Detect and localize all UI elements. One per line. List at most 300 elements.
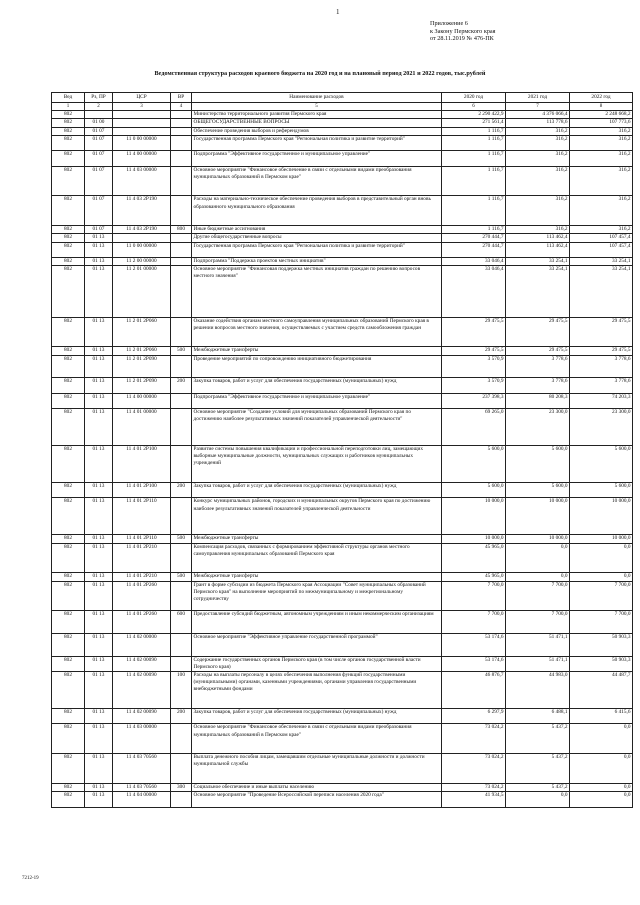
- cell-2020: 270 444,7: [442, 242, 506, 257]
- cell-rz-pr: [85, 111, 113, 119]
- cell-vr: [171, 724, 192, 754]
- cell-vr: [171, 135, 192, 150]
- header-cell: Вед: [52, 93, 85, 103]
- cell-rz-pr: 01 13: [85, 633, 113, 656]
- cell-ved: 802: [52, 408, 85, 445]
- column-number: 4: [171, 103, 192, 111]
- cell-rz-pr: 01 13: [85, 708, 113, 723]
- document-title: Ведомственная структура расходов краевого бюджета на 2020 год и на плановый период 2021 и 2022 годов, тыс.рублей: [154, 70, 486, 77]
- table-row: [52, 355, 633, 378]
- cell-rz-pr: 01 13: [85, 783, 113, 791]
- cell-ved: 802: [52, 498, 85, 535]
- table-row: [52, 257, 633, 265]
- footer-code: 7212-19: [22, 876, 39, 881]
- cell-vr: [171, 317, 192, 347]
- cell-2020: 3 570,9: [442, 378, 506, 393]
- cell-rz-pr: 01 07: [85, 226, 113, 234]
- cell-2022: 50 903,3: [570, 656, 633, 671]
- table-row: [52, 543, 633, 573]
- cell-name: Расходы на выплаты персоналу в целях обеспечения выполнения функций государственными (муниципальными) органами, казенными учреждениями, органами управления государственными внебюджетными фондами: [192, 671, 442, 708]
- cell-2020: 73 024,2: [442, 783, 506, 791]
- cell-name: Закупка товаров, работ и услуг для обеспечения государственных (муниципальных) нужд: [192, 378, 442, 393]
- cell-2022: 33 254,1: [570, 266, 633, 317]
- cell-2020: 33 046,4: [442, 266, 506, 317]
- cell-vr: 500: [171, 535, 192, 543]
- cell-rz-pr: 01 00: [85, 119, 113, 127]
- cell-csr: 11 4 02 00090: [113, 656, 171, 671]
- table-row: [52, 166, 633, 196]
- cell-csr: 11 4 03 70560: [113, 783, 171, 791]
- cell-2022: 7 700,0: [570, 581, 633, 611]
- header-cell: ВР: [171, 93, 192, 103]
- column-number: 5: [192, 103, 442, 111]
- cell-name: Подпрограмма "Эффективное государственное и муниципальное управление": [192, 393, 442, 408]
- cell-2021: 29 475,5: [506, 317, 570, 347]
- cell-ved: 802: [52, 783, 85, 791]
- cell-csr: 11 4 01 2P210: [113, 573, 171, 581]
- appendix-line: от 28.11.2019 № 476-ПК: [430, 35, 494, 43]
- cell-name: Закупка товаров, работ и услуг для обеспечения государственных (муниципальных) нужд: [192, 708, 442, 723]
- table-row: [52, 535, 633, 543]
- cell-2022: 2 248 668,2: [570, 111, 633, 119]
- cell-2020: 5 600,0: [442, 445, 506, 482]
- cell-2022: 0,0: [570, 754, 633, 784]
- cell-2021: 316,2: [506, 196, 570, 226]
- cell-vr: 100: [171, 671, 192, 708]
- cell-2020: 271 561,4: [442, 119, 506, 127]
- column-number: 2: [85, 103, 113, 111]
- table-row: [52, 378, 633, 393]
- table-row: [52, 266, 633, 317]
- cell-2020: 10 000,0: [442, 498, 506, 535]
- header-cell: 2020 год: [442, 93, 506, 103]
- cell-ved: 802: [52, 127, 85, 135]
- table-row: [52, 708, 633, 723]
- cell-vr: [171, 119, 192, 127]
- cell-2021: 51 471,1: [506, 633, 570, 656]
- cell-csr: 11 2 00 00000: [113, 257, 171, 265]
- cell-2020: 45 965,0: [442, 543, 506, 573]
- cell-rz-pr: 01 13: [85, 242, 113, 257]
- table-row: [52, 671, 633, 708]
- cell-csr: 11 2 01 2P060: [113, 317, 171, 347]
- cell-name: Иные бюджетные ассигнования: [192, 226, 442, 234]
- cell-csr: 11 4 03 2P190: [113, 226, 171, 234]
- cell-ved: 802: [52, 393, 85, 408]
- cell-ved: 802: [52, 656, 85, 671]
- table-row: [52, 408, 633, 445]
- cell-csr: 11 4 01 2P260: [113, 581, 171, 611]
- cell-2021: 316,2: [506, 226, 570, 234]
- cell-2021: 0,0: [506, 573, 570, 581]
- cell-ved: 802: [52, 257, 85, 265]
- cell-2022: 107 773,6: [570, 119, 633, 127]
- cell-name: Другие общегосударственные вопросы: [192, 234, 442, 242]
- cell-name: Закупка товаров, работ и услуг для обеспечения государственных (муниципальных) нужд: [192, 482, 442, 497]
- cell-2022: 107 457,4: [570, 234, 633, 242]
- cell-2021: 7 700,0: [506, 611, 570, 634]
- cell-2020: 5 600,0: [442, 482, 506, 497]
- column-number: 1: [52, 103, 85, 111]
- cell-2022: 3 778,6: [570, 378, 633, 393]
- cell-2021: 10 000,0: [506, 535, 570, 543]
- cell-vr: [171, 393, 192, 408]
- appendix-line: Приложение 6: [430, 20, 468, 27]
- cell-ved: 802: [52, 135, 85, 150]
- cell-2020: 7 700,0: [442, 581, 506, 611]
- table-row: [52, 111, 633, 119]
- cell-2020: 1 116,7: [442, 166, 506, 196]
- cell-2021: 3 778,6: [506, 378, 570, 393]
- header-cell: ЦСР: [113, 93, 171, 103]
- cell-vr: [171, 196, 192, 226]
- cell-vr: [171, 498, 192, 535]
- cell-2021: 5 437,2: [506, 724, 570, 754]
- cell-2022: 29 475,5: [570, 347, 633, 355]
- cell-csr: 11 4 04 00000: [113, 792, 171, 807]
- table-row: [52, 234, 633, 242]
- table-row: [52, 611, 633, 634]
- table-row: [52, 792, 633, 807]
- cell-rz-pr: 01 13: [85, 573, 113, 581]
- cell-rz-pr: 01 13: [85, 317, 113, 347]
- header-cell: 2021 год: [506, 93, 570, 103]
- cell-ved: 802: [52, 633, 85, 656]
- cell-name: Основное мероприятие "Создание условий для муниципальных образований Пермского края по достижению наиболее результативных значений показателей управленческой деятельности": [192, 408, 442, 445]
- cell-2020: 29 475,5: [442, 347, 506, 355]
- cell-2022: 5 600,0: [570, 482, 633, 497]
- cell-2021: 5 600,0: [506, 445, 570, 482]
- header-cell: 2022 год: [570, 93, 633, 103]
- cell-2021: 80 208,3: [506, 393, 570, 408]
- cell-csr: 11 4 01 2P260: [113, 611, 171, 634]
- cell-csr: 11 4 02 00090: [113, 671, 171, 708]
- cell-2022: 316,2: [570, 226, 633, 234]
- cell-rz-pr: 01 13: [85, 611, 113, 634]
- cell-ved: 802: [52, 355, 85, 378]
- cell-vr: [171, 266, 192, 317]
- cell-name: Расходы на материально-техническое обеспечение проведения выборов в представительный орган вновь образованного муниципального образования: [192, 196, 442, 226]
- cell-vr: [171, 543, 192, 573]
- cell-2020: 46 876,7: [442, 671, 506, 708]
- cell-vr: 200: [171, 708, 192, 723]
- cell-ved: 802: [52, 581, 85, 611]
- table-row: [52, 317, 633, 347]
- cell-2022: 316,2: [570, 196, 633, 226]
- cell-rz-pr: 01 13: [85, 656, 113, 671]
- table-row: [52, 226, 633, 234]
- cell-vr: 200: [171, 378, 192, 393]
- cell-ved: 802: [52, 119, 85, 127]
- cell-csr: 11 4 01 00000: [113, 408, 171, 445]
- cell-vr: [171, 792, 192, 807]
- cell-name: Содержание государственных органов Пермского края (в том числе органов государственной власти Пермского края): [192, 656, 442, 671]
- cell-2022: 50 903,3: [570, 633, 633, 656]
- cell-2022: 107 457,4: [570, 242, 633, 257]
- cell-2022: 0,0: [570, 543, 633, 573]
- cell-2021: 33 254,1: [506, 257, 570, 265]
- cell-name: Межбюджетные трансферты: [192, 573, 442, 581]
- cell-2021: 113 778,6: [506, 119, 570, 127]
- cell-vr: 300: [171, 783, 192, 791]
- cell-2020: 3 570,9: [442, 355, 506, 378]
- cell-vr: 500: [171, 573, 192, 581]
- table-row: [52, 581, 633, 611]
- cell-vr: [171, 656, 192, 671]
- cell-name: Подпрограмма "Поддержка проектов местных инициатив": [192, 257, 442, 265]
- cell-2020: 1 116,7: [442, 127, 506, 135]
- cell-vr: 200: [171, 482, 192, 497]
- table-row: [52, 151, 633, 166]
- cell-rz-pr: 01 13: [85, 378, 113, 393]
- cell-2022: 316,2: [570, 127, 633, 135]
- cell-2020: 1 116,7: [442, 151, 506, 166]
- cell-2020: 1 116,7: [442, 226, 506, 234]
- cell-2021: 113 462,4: [506, 242, 570, 257]
- cell-2020: 1 116,7: [442, 196, 506, 226]
- cell-ved: 802: [52, 535, 85, 543]
- cell-2022: 5 600,0: [570, 445, 633, 482]
- cell-csr: 11 2 01 2P090: [113, 355, 171, 378]
- cell-vr: [171, 151, 192, 166]
- cell-name: Основное мероприятие "Финансовое обеспечение в связи с отдельными видами преобразования муниципальных образований в Пермском крае": [192, 166, 442, 196]
- cell-csr: 11 4 03 00000: [113, 166, 171, 196]
- table-row: [52, 119, 633, 127]
- cell-2020: 53 174,6: [442, 633, 506, 656]
- cell-2022: 74 203,3: [570, 393, 633, 408]
- column-number: 6: [442, 103, 506, 111]
- cell-name: Оказание содействия органам местного самоуправления муниципальных образований Пермского края в решении вопросов местного значения, осуществляемых с участием средств самообложения граждан: [192, 317, 442, 347]
- cell-vr: [171, 445, 192, 482]
- cell-name: Компенсация расходов, связанных с формированием эффективной структуры органов местного самоуправления муниципальных образований Пермского края: [192, 543, 442, 573]
- cell-csr: 11 4 00 00000: [113, 151, 171, 166]
- cell-ved: 802: [52, 724, 85, 754]
- cell-vr: [171, 754, 192, 784]
- table-row: [52, 393, 633, 408]
- cell-2022: 10 000,0: [570, 535, 633, 543]
- cell-name: Предоставление субсидий бюджетным, автономным учреждениям и иным некоммерческим организациям: [192, 611, 442, 634]
- cell-2021: 3 778,6: [506, 355, 570, 378]
- cell-2021: 5 600,0: [506, 482, 570, 497]
- cell-name: Основное мероприятие "Финансовая поддержка местных инициатив граждан по решению вопросов местного значения": [192, 266, 442, 317]
- cell-2021: 33 254,1: [506, 266, 570, 317]
- cell-2022: 0,0: [570, 573, 633, 581]
- cell-name: ОБЩЕГОСУДАРСТВЕННЫЕ ВОПРОСЫ: [192, 119, 442, 127]
- cell-2020: 69 265,0: [442, 408, 506, 445]
- cell-rz-pr: 01 13: [85, 482, 113, 497]
- cell-2021: 316,2: [506, 151, 570, 166]
- cell-rz-pr: 01 13: [85, 266, 113, 317]
- cell-2020: 6 297,9: [442, 708, 506, 723]
- cell-2020: 29 475,5: [442, 317, 506, 347]
- cell-2021: 4 376 066,4: [506, 111, 570, 119]
- cell-ved: 802: [52, 611, 85, 634]
- cell-vr: [171, 234, 192, 242]
- cell-2021: 316,2: [506, 127, 570, 135]
- cell-name: Развитие системы повышения квалификации и профессиональной переподготовки лиц, замещающих выборные муниципальные должности, муниципальных служащих и работников муниципальных учреждений: [192, 445, 442, 482]
- cell-2021: 6 488,1: [506, 708, 570, 723]
- table-row: [52, 347, 633, 355]
- cell-rz-pr: 01 13: [85, 581, 113, 611]
- cell-csr: 11 2 01 2P090: [113, 378, 171, 393]
- cell-ved: 802: [52, 151, 85, 166]
- cell-rz-pr: 01 07: [85, 127, 113, 135]
- header-number-row: [52, 103, 633, 111]
- table-row: [52, 242, 633, 257]
- cell-ved: 802: [52, 671, 85, 708]
- cell-2020: 45 965,0: [442, 573, 506, 581]
- cell-2022: 23 300,0: [570, 408, 633, 445]
- table-row: [52, 783, 633, 791]
- cell-ved: 802: [52, 792, 85, 807]
- cell-2021: 0,0: [506, 792, 570, 807]
- cell-name: Основное мероприятие "Финансовое обеспечение в связи с отдельными видами преобразования муниципальных образований в Пермском крае": [192, 724, 442, 754]
- column-number: 8: [570, 103, 633, 111]
- cell-csr: 11 2 01 00000: [113, 266, 171, 317]
- cell-2022: 33 254,1: [570, 257, 633, 265]
- cell-2022: 0,0: [570, 792, 633, 807]
- cell-name: Межбюджетные трансферты: [192, 535, 442, 543]
- cell-csr: 11 4 01 2P110: [113, 535, 171, 543]
- cell-rz-pr: 01 07: [85, 196, 113, 226]
- cell-rz-pr: 01 13: [85, 234, 113, 242]
- cell-2021: 5 437,2: [506, 783, 570, 791]
- cell-rz-pr: 01 13: [85, 408, 113, 445]
- expenditure-table: [51, 92, 633, 808]
- cell-rz-pr: 01 13: [85, 792, 113, 807]
- cell-csr: 11 4 03 70560: [113, 754, 171, 784]
- table-row: [52, 656, 633, 671]
- cell-vr: [171, 127, 192, 135]
- table-row: [52, 498, 633, 535]
- cell-csr: [113, 119, 171, 127]
- appendix-block: [430, 20, 496, 43]
- cell-2022: 3 778,6: [570, 355, 633, 378]
- cell-2021: 44 983,0: [506, 671, 570, 708]
- cell-name: Межбюджетные трансферты: [192, 347, 442, 355]
- cell-ved: 802: [52, 543, 85, 573]
- cell-2022: 0,0: [570, 724, 633, 754]
- cell-2021: 29 475,5: [506, 347, 570, 355]
- column-number: 7: [506, 103, 570, 111]
- cell-csr: 11 4 01 2P100: [113, 482, 171, 497]
- cell-2021: 51 471,1: [506, 656, 570, 671]
- cell-2022: 0,0: [570, 783, 633, 791]
- cell-vr: [171, 166, 192, 196]
- cell-name: Выплата денежного пособия лицам, замещавшим отдельные муниципальные должности и должности муниципальной службы: [192, 754, 442, 784]
- cell-2021: 10 000,0: [506, 498, 570, 535]
- cell-2022: 10 000,0: [570, 498, 633, 535]
- cell-ved: 802: [52, 378, 85, 393]
- cell-name: Государственная программа Пермского края "Региональная политика и развитие территорий": [192, 242, 442, 257]
- cell-2021: 316,2: [506, 135, 570, 150]
- cell-ved: 802: [52, 234, 85, 242]
- cell-ved: 802: [52, 166, 85, 196]
- cell-vr: [171, 408, 192, 445]
- table-row: [52, 724, 633, 754]
- cell-2022: 316,2: [570, 151, 633, 166]
- cell-2020: 2 290 422,9: [442, 111, 506, 119]
- cell-vr: [171, 633, 192, 656]
- header-cell: Наименование расходов: [192, 93, 442, 103]
- cell-rz-pr: 01 07: [85, 151, 113, 166]
- cell-2020: 7 700,0: [442, 611, 506, 634]
- cell-name: Грант в форме субсидии из бюджета Пермского края Ассоциации "Совет муниципальных образований Пермского края" на выполнение мероприятий по межмуниципальному и межрегиональному сотрудничеству: [192, 581, 442, 611]
- cell-ved: 802: [52, 573, 85, 581]
- cell-rz-pr: 01 13: [85, 671, 113, 708]
- cell-name: Социальное обеспечение и иные выплаты населению: [192, 783, 442, 791]
- cell-ved: 802: [52, 482, 85, 497]
- cell-vr: 800: [171, 226, 192, 234]
- cell-ved: 802: [52, 754, 85, 784]
- cell-2021: 316,2: [506, 166, 570, 196]
- column-number: 3: [113, 103, 171, 111]
- cell-ved: 802: [52, 445, 85, 482]
- cell-csr: [113, 111, 171, 119]
- cell-rz-pr: 01 13: [85, 754, 113, 784]
- cell-ved: 802: [52, 111, 85, 119]
- cell-name: Основное мероприятие "Проведение Всероссийской переписи населения 2020 года": [192, 792, 442, 807]
- cell-ved: 802: [52, 317, 85, 347]
- cell-2021: 5 437,2: [506, 754, 570, 784]
- table-row: [52, 445, 633, 482]
- cell-csr: [113, 127, 171, 135]
- cell-csr: 11 4 01 2P110: [113, 498, 171, 535]
- cell-2022: 44 487,7: [570, 671, 633, 708]
- cell-rz-pr: 01 13: [85, 355, 113, 378]
- cell-csr: 11 4 03 2P190: [113, 196, 171, 226]
- cell-csr: 11 4 01 2P100: [113, 445, 171, 482]
- cell-rz-pr: 01 13: [85, 724, 113, 754]
- appendix-line: к Закону Пермского края: [430, 27, 496, 35]
- cell-ved: 802: [52, 708, 85, 723]
- cell-ved: 802: [52, 347, 85, 355]
- cell-2020: 237 398,3: [442, 393, 506, 408]
- cell-2021: 23 300,0: [506, 408, 570, 445]
- cell-2020: 10 000,0: [442, 535, 506, 543]
- cell-vr: 500: [171, 347, 192, 355]
- header-cell: Рз, ПР: [85, 93, 113, 103]
- cell-2020: 73 024,2: [442, 754, 506, 784]
- cell-name: Конкурс муниципальных районов, городских и муниципальных округов Пермского края по достижению наиболее результативных значений показателей управленческой деятельности: [192, 498, 442, 535]
- cell-2021: 0,0: [506, 543, 570, 573]
- cell-2022: 7 700,0: [570, 611, 633, 634]
- cell-csr: 11 4 00 00000: [113, 393, 171, 408]
- cell-rz-pr: 01 13: [85, 347, 113, 355]
- cell-rz-pr: 01 13: [85, 445, 113, 482]
- page-number: 1: [336, 8, 340, 16]
- cell-2021: 7 700,0: [506, 581, 570, 611]
- cell-ved: 802: [52, 242, 85, 257]
- cell-rz-pr: 01 13: [85, 543, 113, 573]
- cell-name: Обеспечение проведения выборов и референдумов: [192, 127, 442, 135]
- cell-2022: 29 475,5: [570, 317, 633, 347]
- cell-2020: 33 046,4: [442, 257, 506, 265]
- cell-csr: 11 0 00 00000: [113, 135, 171, 150]
- cell-name: Подпрограмма "Эффективное государственное и муниципальное управление": [192, 151, 442, 166]
- cell-rz-pr: 01 13: [85, 393, 113, 408]
- cell-name: Проведение мероприятий по сопровождению инициативного бюджетирования: [192, 355, 442, 378]
- cell-ved: 802: [52, 266, 85, 317]
- cell-vr: 600: [171, 611, 192, 634]
- cell-rz-pr: 01 13: [85, 498, 113, 535]
- cell-vr: [171, 242, 192, 257]
- cell-name: Основное мероприятие "Эффективное управление государственной программой": [192, 633, 442, 656]
- table-row: [52, 573, 633, 581]
- cell-csr: 11 0 00 00000: [113, 242, 171, 257]
- cell-vr: [171, 111, 192, 119]
- cell-2020: 1 116,7: [442, 135, 506, 150]
